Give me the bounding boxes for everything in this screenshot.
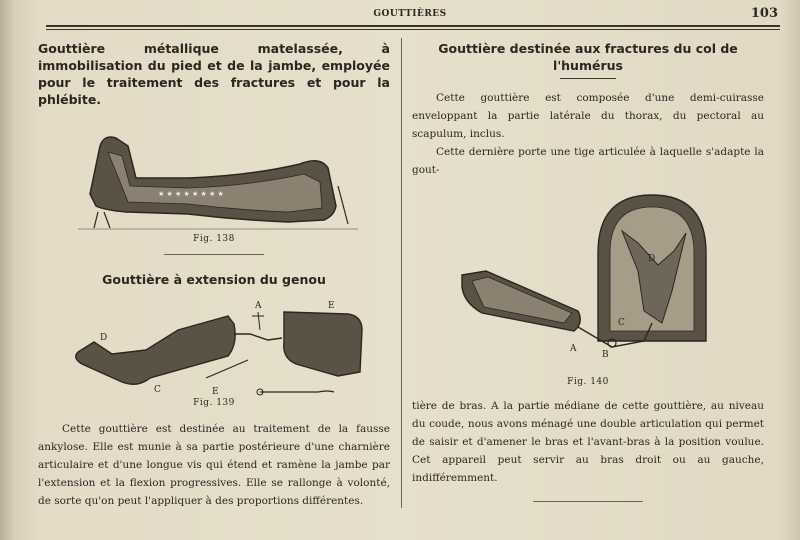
running-title: GOUTTIÈRES [373, 9, 447, 19]
fig138-illustration [38, 116, 390, 236]
right-paragraph: tière de bras. A la partie médiane de cette gouttière, au niveau du coude, nous avons ménagé une double articulation qui permet de saisir et d'amener le bras et l'avant-bras à la position voulue. Cet appareil peut servir au bras droit ou au gauche, indifféremment. [412, 400, 764, 484]
fig138-rule [164, 254, 264, 255]
running-head [40, 6, 780, 26]
leg-extension-splint [76, 316, 235, 384]
header-rule [46, 25, 780, 27]
fig140-label-c: C [618, 318, 625, 328]
right-intro-1: Cette gouttière est composée d'une demi-cuirasse enveloppant la partie latérale du thorax, du pectoral au scapulum, inclus. [412, 92, 764, 140]
page-number: 103 [750, 6, 778, 21]
thigh-splint [284, 312, 362, 376]
fig140-caption: Fig. 140 [567, 377, 609, 387]
fig139-label-c: C [154, 385, 161, 395]
svg-text:★ ★ ★ ★ ★ ★ ★ ★: ★ ★ ★ ★ ★ ★ ★ ★ [158, 190, 224, 198]
fig139-caption: Fig. 139 [193, 398, 235, 408]
fig139-label-d: D [100, 333, 108, 343]
fig139-illustration [38, 294, 390, 404]
fig139-heading: Gouttière à extension du genou [102, 272, 326, 287]
fig138-caption: Fig. 138 [193, 234, 235, 244]
fig140-heading: Gouttière destinée aux fractures du col de l'humérus [438, 41, 738, 73]
left-column [38, 40, 390, 510]
right-intro-2: Cette dernière porte une tige articulée à laquelle s'adapte la gout- [412, 146, 764, 176]
heading-rule [560, 78, 616, 79]
right-column [412, 40, 764, 502]
fig140-label-b: B [602, 350, 609, 360]
column-divider [401, 38, 402, 508]
fig139-label-e-right: E [328, 301, 335, 311]
fig138-heading: Gouttière métallique matelassée, à immobilisation du pied et de la jambe, employée pour le traitement des fractures et pour la phlébite. [38, 41, 390, 107]
fig139-label-a: A [255, 301, 262, 311]
left-paragraph: Cette gouttière est destinée au traitement de la fausse ankylose. Elle est munie à sa partie postérieure d'une charnière articulaire et d'une longue vis qui étend et ramène la jambe par l'extension et la flexion progressives. Elle se rallonge à volonté, de sorte qu'on peut l'appliquer à des proportions différentes. [38, 423, 390, 507]
header-rule-thin [46, 29, 780, 30]
fig140-label-d: D [648, 254, 656, 264]
end-rule [533, 501, 643, 502]
fig140-label-a: A [570, 344, 577, 354]
fig139-label-e-left: E [212, 387, 219, 397]
fig140-illustration [412, 191, 764, 381]
